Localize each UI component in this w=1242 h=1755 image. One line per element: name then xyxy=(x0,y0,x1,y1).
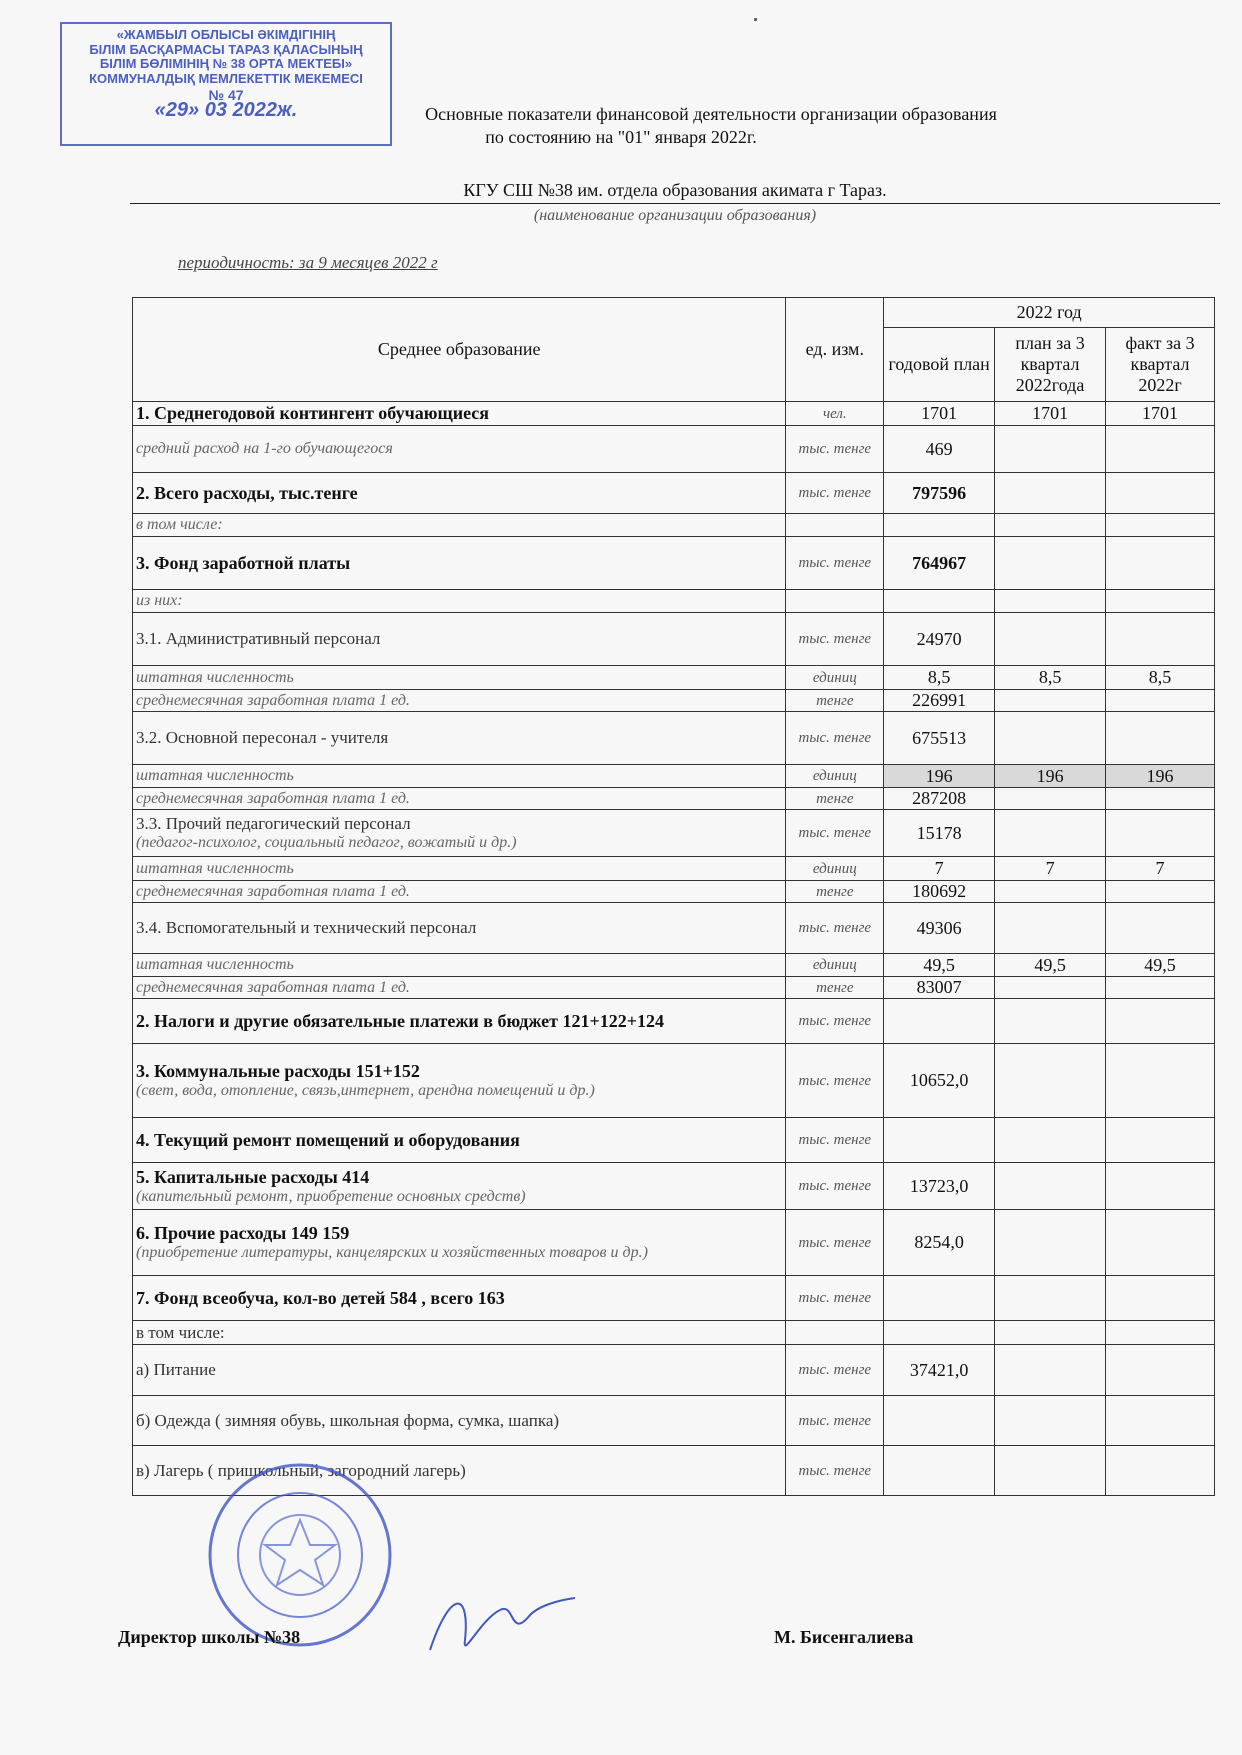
row-label xyxy=(133,954,786,977)
row-label-text: 1. Среднегодовой контингент обучающиеся xyxy=(136,403,490,423)
row-label xyxy=(133,1345,786,1396)
cell-q3-plan xyxy=(995,1163,1106,1210)
cell-q3-fact xyxy=(1106,613,1215,666)
row-label xyxy=(133,613,786,666)
row-unit: тенге xyxy=(786,881,884,903)
cell-q3-fact xyxy=(1106,999,1215,1044)
table-row xyxy=(133,1044,1215,1118)
table-row xyxy=(133,881,1215,903)
row-label xyxy=(133,590,786,613)
table-row xyxy=(133,1345,1215,1396)
cell-q3-plan xyxy=(995,1118,1106,1163)
table-row xyxy=(133,1321,1215,1345)
row-unit: тыс. тенге xyxy=(786,1276,884,1321)
cell-q3-plan: 49,5 xyxy=(995,954,1106,977)
cell-q3-fact xyxy=(1106,473,1215,514)
cell-q3-fact xyxy=(1106,788,1215,810)
row-label-text: 6. Прочие расходы 149 159 xyxy=(136,1223,350,1243)
cell-annual-plan: 37421,0 xyxy=(884,1345,995,1396)
cell-q3-plan xyxy=(995,1044,1106,1118)
cell-q3-plan xyxy=(995,1446,1106,1496)
table-row xyxy=(133,473,1215,514)
row-label-note: (педагог-психолог, социальный педагог, вожатый и др.) xyxy=(136,834,517,851)
row-label-text: 3.3. Прочий педагогический персонал xyxy=(136,814,411,833)
row-unit: единиц xyxy=(786,857,884,881)
cell-q3-plan xyxy=(995,537,1106,590)
cell-q3-fact xyxy=(1106,1345,1215,1396)
row-label xyxy=(133,1396,786,1446)
row-label-text: 5. Капитальные расходы 414 xyxy=(136,1166,370,1187)
cell-q3-plan xyxy=(995,881,1106,903)
stamp-line: БІЛІМ БАСҚАРМАСЫ ТАРАЗ ҚАЛАСЫНЫҢ xyxy=(89,41,363,57)
cell-q3-fact xyxy=(1106,1321,1215,1345)
table-row xyxy=(133,712,1215,765)
row-label xyxy=(133,765,786,788)
cell-annual-plan xyxy=(884,999,995,1044)
header-q3-fact: факт за 3 квартал 2022г xyxy=(1106,328,1215,402)
table-row xyxy=(133,666,1215,690)
title-line-1: Основные показатели финансовой деятельности организации образования xyxy=(425,104,997,124)
cell-q3-fact xyxy=(1106,977,1215,999)
row-label-text: в том числе: xyxy=(136,1322,225,1342)
row-unit: тыс. тенге xyxy=(786,1396,884,1446)
row-label xyxy=(133,881,786,903)
cell-annual-plan: 7 xyxy=(884,857,995,881)
cell-q3-fact xyxy=(1106,590,1215,613)
cell-q3-fact xyxy=(1106,1446,1215,1496)
table-row xyxy=(133,590,1215,613)
cell-q3-fact xyxy=(1106,1276,1215,1321)
row-label-text: штатная численность xyxy=(136,668,294,686)
row-label xyxy=(133,1163,786,1210)
row-unit xyxy=(786,514,884,537)
header-unit: ед. изм. xyxy=(786,298,884,402)
table-row xyxy=(133,426,1215,473)
cell-q3-fact: 49,5 xyxy=(1106,954,1215,977)
header-year: 2022 год xyxy=(884,298,1215,328)
cell-q3-fact xyxy=(1106,426,1215,473)
cell-annual-plan: 226991 xyxy=(884,690,995,712)
row-label xyxy=(133,999,786,1044)
row-label-text: среднемесячная заработная плата 1 ед. xyxy=(136,882,410,900)
cell-q3-plan: 8,5 xyxy=(995,666,1106,690)
row-label-text: 3.2. Основной пересонал - учителя xyxy=(136,728,389,747)
table-row xyxy=(133,857,1215,881)
cell-q3-plan: 1701 xyxy=(995,402,1106,426)
cell-annual-plan xyxy=(884,1396,995,1446)
title-line-2: по состоянию на "01" января 2022г. xyxy=(485,127,757,147)
row-label xyxy=(133,788,786,810)
row-label xyxy=(133,402,786,426)
row-label-text: 3. Коммунальные расходы 151+152 xyxy=(136,1061,420,1081)
table-row xyxy=(133,999,1215,1044)
cell-annual-plan: 469 xyxy=(884,426,995,473)
table-row xyxy=(133,537,1215,590)
table-row xyxy=(133,788,1215,810)
table-row xyxy=(133,1210,1215,1276)
table-row xyxy=(133,514,1215,537)
row-label xyxy=(133,537,786,590)
table-row xyxy=(133,690,1215,712)
cell-q3-fact xyxy=(1106,1044,1215,1118)
table-row xyxy=(133,1163,1215,1210)
row-unit: тенге xyxy=(786,690,884,712)
header-name: Среднее образование xyxy=(133,298,786,402)
cell-q3-fact xyxy=(1106,1210,1215,1276)
cell-annual-plan: 10652,0 xyxy=(884,1044,995,1118)
row-label-note: (приобретение литературы, канцелярских и хозяйственных товаров и др.) xyxy=(136,1244,648,1261)
periodicity: периодичность: за 9 месяцев 2022 г xyxy=(178,253,438,272)
table-row xyxy=(133,810,1215,857)
stamp-line: «ЖАМБЫЛ ОБЛЫСЫ ӘКІМДІГІНІҢ xyxy=(116,27,336,42)
cell-q3-fact xyxy=(1106,1163,1215,1210)
cell-q3-plan xyxy=(995,1345,1106,1396)
row-label-text: в том числе: xyxy=(136,516,223,533)
row-unit: чел. xyxy=(786,402,884,426)
cell-q3-fact: 196 xyxy=(1106,765,1215,788)
row-label xyxy=(133,857,786,881)
row-unit: тенге xyxy=(786,977,884,999)
cell-q3-fact xyxy=(1106,881,1215,903)
cell-q3-fact xyxy=(1106,537,1215,590)
table-row xyxy=(133,765,1215,788)
row-label-text: 4. Текущий ремонт помещений и оборудования xyxy=(136,1129,520,1150)
row-unit xyxy=(786,1321,884,1345)
cell-annual-plan xyxy=(884,514,995,537)
row-label-text: 3.4. Вспомогательный и технический персонал xyxy=(136,918,477,937)
header-q3-plan: план за 3 квартал 2022года xyxy=(995,328,1106,402)
stamp-number: № 47 xyxy=(208,87,244,103)
row-unit: тыс. тенге xyxy=(786,473,884,514)
row-label xyxy=(133,514,786,537)
cell-q3-plan xyxy=(995,903,1106,954)
cell-q3-plan: 196 xyxy=(995,765,1106,788)
round-seal xyxy=(205,1460,395,1650)
table-row xyxy=(133,903,1215,954)
cell-annual-plan: 49306 xyxy=(884,903,995,954)
row-unit: тыс. тенге xyxy=(786,537,884,590)
row-label xyxy=(133,1210,786,1276)
row-unit: тыс. тенге xyxy=(786,1446,884,1496)
footer-name: М. Бисенгалиева xyxy=(774,1627,914,1647)
cell-annual-plan: 675513 xyxy=(884,712,995,765)
cell-annual-plan: 8254,0 xyxy=(884,1210,995,1276)
cell-q3-plan xyxy=(995,1210,1106,1276)
row-unit: тыс. тенге xyxy=(786,613,884,666)
cell-annual-plan: 15178 xyxy=(884,810,995,857)
row-unit: тыс. тенге xyxy=(786,1118,884,1163)
table-row xyxy=(133,1276,1215,1321)
cell-annual-plan xyxy=(884,1446,995,1496)
row-label-text: среднемесячная заработная плата 1 ед. xyxy=(136,789,410,807)
cell-annual-plan: 83007 xyxy=(884,977,995,999)
cell-annual-plan: 8,5 xyxy=(884,666,995,690)
row-unit xyxy=(786,590,884,613)
row-unit: тыс. тенге xyxy=(786,426,884,473)
cell-q3-plan xyxy=(995,977,1106,999)
footer-director: Директор школы №38 xyxy=(118,1627,301,1647)
row-unit: тыс. тенге xyxy=(786,1163,884,1210)
row-label-text: штатная численность xyxy=(136,767,294,784)
table-row xyxy=(133,402,1215,426)
cell-q3-plan xyxy=(995,426,1106,473)
cell-q3-plan xyxy=(995,1321,1106,1345)
document-title xyxy=(0,98,1242,149)
cell-q3-fact xyxy=(1106,903,1215,954)
header-annual-plan: годовой план xyxy=(884,328,995,402)
row-label xyxy=(133,473,786,514)
table-row xyxy=(133,1396,1215,1446)
cell-q3-fact xyxy=(1106,1396,1215,1446)
row-label-text: б) Одежда ( зимняя обувь, школьная форма, сумка, шапка) xyxy=(136,1410,560,1430)
cell-q3-plan xyxy=(995,590,1106,613)
cell-q3-plan xyxy=(995,613,1106,666)
cell-annual-plan: 764967 xyxy=(884,537,995,590)
stamp-line: КОММУНАЛДЫҚ МЕМЛЕКЕТТІК МЕКЕМЕСІ xyxy=(89,70,363,86)
cell-q3-plan xyxy=(995,514,1106,537)
cell-q3-plan xyxy=(995,1276,1106,1321)
row-unit: тыс. тенге xyxy=(786,1210,884,1276)
cell-q3-plan xyxy=(995,473,1106,514)
row-unit: тыс. тенге xyxy=(786,1345,884,1396)
row-label xyxy=(133,903,786,954)
cell-q3-plan xyxy=(995,690,1106,712)
cell-q3-plan xyxy=(995,810,1106,857)
cell-annual-plan: 24970 xyxy=(884,613,995,666)
cell-annual-plan: 13723,0 xyxy=(884,1163,995,1210)
cell-annual-plan: 49,5 xyxy=(884,954,995,977)
row-label-text: среднемесячная заработная плата 1 ед. xyxy=(136,691,410,709)
row-label-text: а) Питание xyxy=(136,1360,216,1379)
organization-name: КГУ СШ №38 им. отдела образования акимата г Тараз. xyxy=(130,180,1220,204)
row-unit: тыс. тенге xyxy=(786,810,884,857)
table-row xyxy=(133,1118,1215,1163)
table-row xyxy=(133,613,1215,666)
cell-q3-fact xyxy=(1106,810,1215,857)
cell-q3-fact xyxy=(1106,1118,1215,1163)
row-unit: тыс. тенге xyxy=(786,999,884,1044)
cell-q3-plan: 7 xyxy=(995,857,1106,881)
cell-q3-plan xyxy=(995,788,1106,810)
row-label xyxy=(133,1044,786,1118)
row-label-text: 2. Налоги и другие обязательные платежи в бюджет 121+122+124 xyxy=(136,1010,664,1031)
row-unit: единиц xyxy=(786,954,884,977)
row-label-text: в) Лагерь ( пришкольный, загородний лагерь) xyxy=(136,1460,466,1480)
row-unit: тыс. тенге xyxy=(786,1044,884,1118)
row-label xyxy=(133,1118,786,1163)
row-unit: единиц xyxy=(786,666,884,690)
row-label xyxy=(133,690,786,712)
cell-annual-plan xyxy=(884,1276,995,1321)
cell-q3-plan xyxy=(995,712,1106,765)
cell-annual-plan xyxy=(884,1118,995,1163)
row-label xyxy=(133,1276,786,1321)
cell-annual-plan: 287208 xyxy=(884,788,995,810)
row-unit: тыс. тенге xyxy=(786,903,884,954)
row-label-note: (свет, вода, отопление, связь,интернет, арендна помещений и др.) xyxy=(136,1082,595,1099)
row-label-text: из них: xyxy=(136,592,183,609)
row-label xyxy=(133,712,786,765)
stamp-date: «29» 03 2022ж. xyxy=(154,98,298,121)
row-label xyxy=(133,426,786,473)
cell-q3-fact: 7 xyxy=(1106,857,1215,881)
row-label-text: 3. Фонд заработной платы xyxy=(136,552,351,573)
row-label xyxy=(133,1321,786,1345)
cell-q3-fact xyxy=(1106,514,1215,537)
table-row xyxy=(133,954,1215,977)
cell-q3-fact xyxy=(1106,690,1215,712)
row-label-text: средний расход на 1-го обучающегося xyxy=(136,440,393,457)
row-label xyxy=(133,977,786,999)
row-label-text: 2. Всего расходы, тыс.тенге xyxy=(136,482,358,503)
row-label-text: 7. Фонд всеобуча, кол-во детей 584 , всего 163 xyxy=(136,1287,505,1308)
cell-q3-fact: 8,5 xyxy=(1106,666,1215,690)
table-row xyxy=(133,977,1215,999)
row-label-note: (капительный ремонт, приобретение основных средств) xyxy=(136,1187,526,1205)
cell-annual-plan: 797596 xyxy=(884,473,995,514)
row-label-text: штатная численность xyxy=(136,956,294,973)
row-label xyxy=(133,810,786,857)
organization-note: (наименование организации образования) xyxy=(533,207,817,224)
cell-annual-plan: 180692 xyxy=(884,881,995,903)
cell-q3-plan xyxy=(995,999,1106,1044)
row-label-text: 3.1. Административный персонал xyxy=(136,629,381,648)
cell-q3-fact: 1701 xyxy=(1106,402,1215,426)
row-unit: единиц xyxy=(786,765,884,788)
cell-annual-plan: 1701 xyxy=(884,402,995,426)
row-label xyxy=(133,666,786,690)
row-unit: тенге xyxy=(786,788,884,810)
cell-annual-plan xyxy=(884,590,995,613)
financial-table xyxy=(132,297,1215,1496)
signature xyxy=(420,1580,580,1670)
row-label-text: штатная численность xyxy=(136,859,294,877)
stamp-line: БІЛІМ БӨЛІМІНІҢ № 38 ОРТА МЕКТЕБІ» xyxy=(99,56,353,71)
cell-annual-plan: 196 xyxy=(884,765,995,788)
row-unit: тыс. тенге xyxy=(786,712,884,765)
cell-annual-plan xyxy=(884,1321,995,1345)
row-label-text: среднемесячная заработная плата 1 ед. xyxy=(136,978,410,996)
cell-q3-plan xyxy=(995,1396,1106,1446)
cell-q3-fact xyxy=(1106,712,1215,765)
scan-speck xyxy=(754,18,757,21)
